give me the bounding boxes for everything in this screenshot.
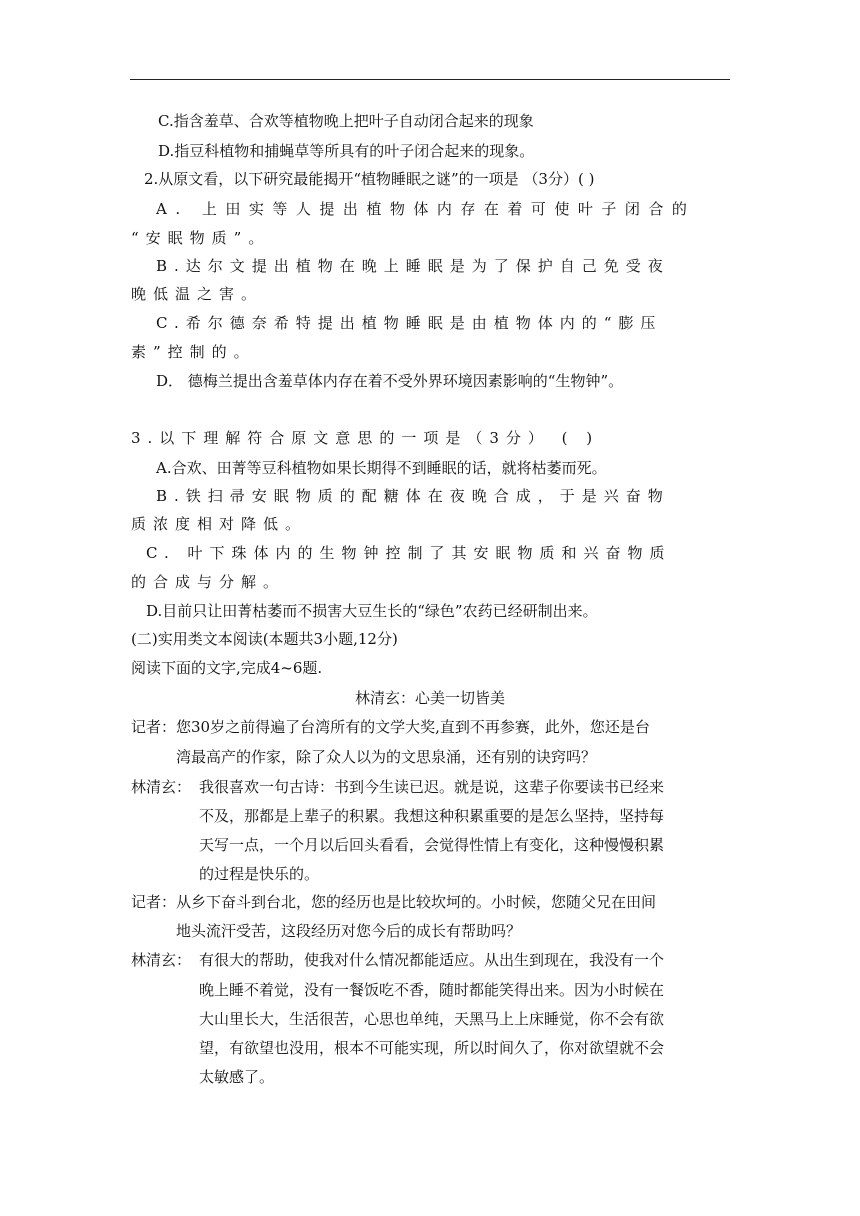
interview-answer-4-line4: 望，有欲望也没用，根本不可能实现，所以时间久了，你对欲望就不会 (199, 1039, 665, 1057)
q3-option-a-line1: A.合欢、田菁等豆科植物如果长期得不到睡眠的话，就将枯萎而死。 (156, 459, 607, 477)
interview-answer-4-line5: 太敏感了。 (199, 1068, 275, 1086)
interview-answer-1-line1: 您30岁之前得遍了台湾所有的文学大奖,直到不再参赛，此外，您还是台 (176, 718, 650, 736)
interview-speaker-lin-2: 林清玄： (131, 951, 192, 969)
interview-answer-2-line2: 不及，那都是上辈子的积累。我想这种积累重要的是怎么坚持，坚持每 (199, 807, 665, 825)
interview-answer-3-line1: 从乡下奋斗到台北，您的经历也是比较坎坷的。小时候，您随父兄在田间 (176, 893, 657, 911)
q3-option-b-line2: 质浓度相对降低。 (131, 515, 308, 533)
q3-option-d-line1: D.目前只让田菁枯萎而不损害大豆生长的“绿色”农药已经研制出来。 (146, 602, 598, 620)
q2-option-c-line2: 素”控制的。 (131, 343, 256, 361)
interview-speaker-lin-1: 林清玄： (131, 778, 192, 796)
q2-stem: 2.从原文看，以下研究最能揭开“植物睡眠之谜”的一项是 （3分）( ) (144, 170, 595, 188)
section-heading: (二)实用类文本阅读(本题共3小题,12分) (131, 630, 398, 648)
article-title: 林清玄：心美一切皆美 (354, 689, 505, 707)
interview-answer-2-line4: 的过程是快乐的。 (199, 865, 320, 883)
q3-option-c-line2: 的合成与分解。 (131, 573, 286, 591)
q3-option-b-line1: B.铁扫帚安眠物质的配糖体在夜晚合成，于是兴奋物 (156, 487, 670, 505)
q1-option-c: C.指含羞草、合欢等植物晚上把叶子自动闭合起来的现象 (158, 112, 534, 130)
interview-answer-3-line2: 地头流汗受苦，这段经历对您今后的成长有帮助吗？ (176, 922, 522, 940)
interview-answer-4-line3: 大山里长大，生活很苦，心思也单纯，天黑马上上床睡觉，你不会有欲 (199, 1010, 665, 1028)
q2-option-c-line1: C.希尔德奈希特提出植物睡眠是由植物体内的“膨压 (156, 314, 663, 332)
interview-answer-2-line3: 天写一点，一个月以后回头看看，会觉得性情上有变化，这种慢慢积累 (199, 836, 665, 854)
interview-speaker-reporter-2: 记者： (131, 893, 177, 911)
header-rule (130, 79, 730, 80)
q2-option-d-line1: D． 德梅兰提出含羞草体内存在着不受外界环境因素影响的“生物钟”。 (156, 372, 624, 390)
interview-answer-2-line1: 我很喜欢一句古诗：书到今生读已迟。就是说，这辈子你要读书已经来 (199, 778, 665, 796)
interview-answer-1-line2: 湾最高产的作家，除了众人以为的文思泉涌，还有别的诀窍吗？ (176, 748, 597, 766)
interview-speaker-reporter-1: 记者： (131, 718, 177, 736)
interview-answer-4-line1: 有很大的帮助，使我对什么情况都能适应。从出生到现在，我没有一个 (199, 951, 665, 969)
q1-option-d: D.指豆科植物和捕蝇草等所具有的叶子闭合起来的现象。 (158, 142, 535, 160)
q2-option-b-line2: 晚低温之害。 (131, 285, 264, 303)
q3-option-c-line1: C. 叶下珠体内的生物钟控制了其安眠物质和兴奋物质 (146, 544, 672, 562)
q2-option-a-line2: “安眠物质”。 (131, 229, 271, 247)
q3-stem: 3.以下理解符合原文意思的一项是（3分） ( ) (131, 429, 600, 447)
interview-answer-4-line2: 晚上睡不着觉，没有一餐饭吃不香，随时都能笑得出来。因为小时候在 (199, 981, 665, 999)
q2-option-b-line1: B.达尔文提出植物在晚上睡眠是为了保护自己免受夜 (156, 257, 670, 275)
section-instruction: 阅读下面的文字,完成4~6题. (131, 659, 323, 677)
q2-option-a-line1: A. 上田实等人提出植物体内存在着可使叶子闭合的 (156, 200, 696, 218)
